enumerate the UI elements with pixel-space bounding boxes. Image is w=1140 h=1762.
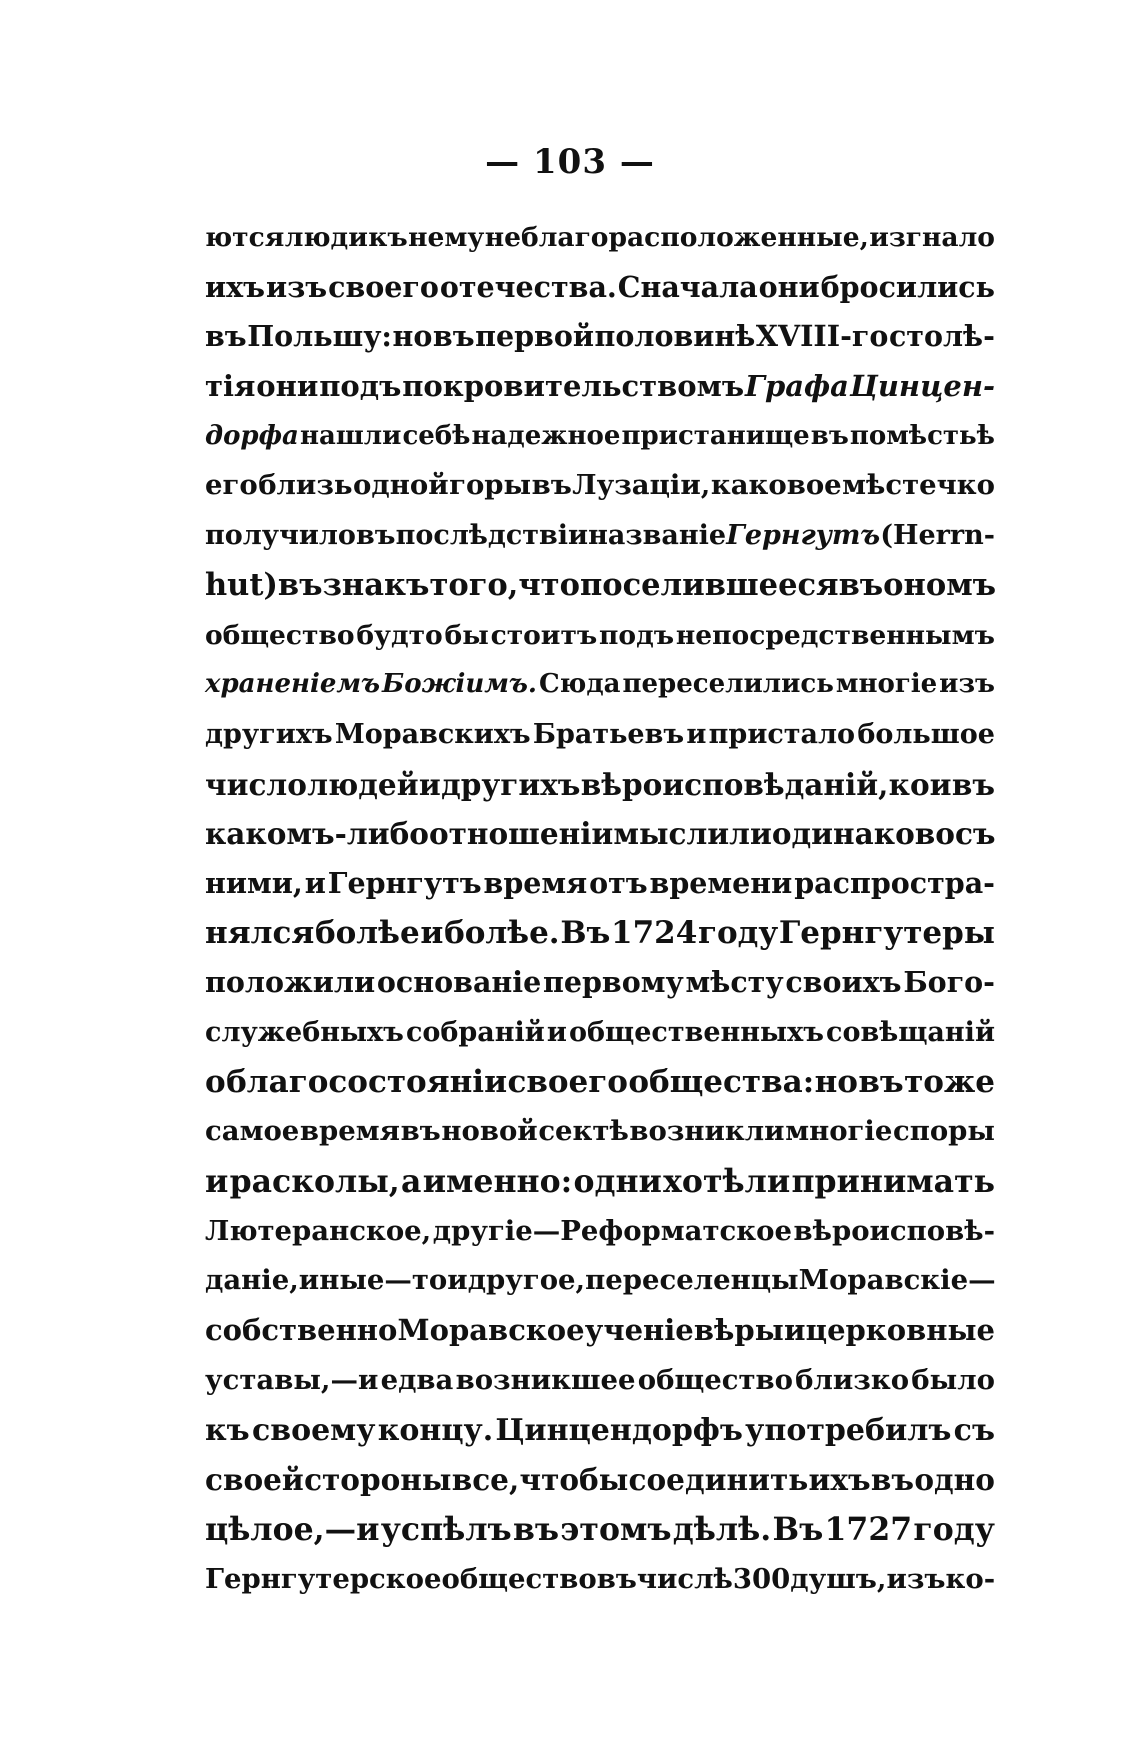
word: совѣщаній [826,1017,995,1048]
text-line [205,710,995,760]
word: распростра- [794,865,995,900]
word: но [814,1063,858,1100]
word: благосостояніи [226,1063,508,1100]
word: принимать [791,1163,995,1201]
word: получило [205,520,356,552]
word: помѣстьѣ [849,420,995,451]
word: успѣлъ [380,1510,512,1548]
word: своему [251,1412,376,1448]
word: поселившееся [579,566,839,603]
word: съ [954,816,996,852]
word: ются [205,222,285,253]
word: и [783,1313,806,1348]
text-line [205,760,995,810]
word: въ [356,520,396,552]
word: споры [892,1115,995,1148]
word: сектѣ [538,1115,629,1148]
text-line [205,561,995,611]
text-line [205,263,995,313]
word: число [205,766,307,802]
word: XVIII-го [755,319,889,354]
word: отношеніи [428,816,614,852]
text-line [205,660,995,710]
word: Въ [560,914,611,951]
word: концу. [377,1412,494,1448]
word: изъ [886,1562,946,1595]
word: близь [258,469,353,502]
word: Лютеранское, [205,1214,432,1247]
word: послѣдствіи [395,520,589,552]
word: подъ [599,619,675,651]
word: время [483,865,588,900]
text-line [205,1505,995,1555]
word: подъ [319,369,402,404]
word: нялся [205,914,315,951]
word: въ [400,1115,441,1148]
text-line [205,1256,995,1306]
word: Польшу: [247,319,392,354]
word: столѣ- [888,319,995,354]
word: пристало [708,718,856,750]
word: Цинцендорфъ [495,1412,743,1448]
text-line [205,461,995,511]
text-line [205,1455,995,1505]
word: цѣлое,—и [205,1510,380,1548]
word: тія [205,369,256,404]
word: неблагорасположенные, [484,222,869,253]
word: числѣ [636,1562,733,1595]
word: къ [205,1412,250,1448]
word: хотѣли [663,1163,791,1201]
word: стороны [304,1462,452,1498]
word: пристанище [621,420,810,451]
word: hut) [205,566,278,603]
word: именно: [422,1163,573,1201]
word: своего [507,1063,628,1100]
word: мыслили [613,816,772,852]
word: общества: [628,1063,815,1100]
text-line [205,412,995,462]
word: и [304,865,326,900]
word: въ [596,1562,637,1595]
word: другихъ [205,718,333,750]
word: едва [380,1363,454,1396]
word: въ [432,319,475,354]
word: отечества. [439,269,617,304]
word: что [518,566,580,603]
word: болѣе. [444,914,560,951]
word: покровительствомъ [402,369,745,404]
text-line [205,809,995,859]
word: въ [531,469,572,502]
word: положили [205,965,376,1000]
word: Гернгутъ [327,865,482,900]
word: о [205,1063,226,1100]
word: большое [857,718,995,750]
word: и [546,1017,567,1048]
body-text [205,213,995,1604]
word: уставы,—и [205,1363,379,1396]
word: одинаково [771,816,955,852]
word: Братьевъ [532,718,685,750]
word: соединить [628,1462,809,1498]
text-line [205,511,995,561]
word: какомъ-либо [205,816,429,852]
word: бы [444,619,489,651]
italic-word: Графа [744,369,849,404]
word: отъ [589,865,648,900]
word: вѣроисповѣданій, [580,766,889,802]
word: и [447,1264,468,1297]
text-line [205,1555,995,1605]
word: общество [637,1363,793,1396]
word: его [205,469,258,502]
word: общество [441,1562,597,1595]
text-line [205,1107,995,1157]
word: изъ [939,669,995,700]
word: расколы, [229,1163,400,1201]
text-line [205,1207,995,1257]
word: стоитъ [490,619,598,651]
word: половинѣ [594,319,756,354]
word: своихъ [785,965,902,1000]
word: но [392,319,433,354]
text-line [205,362,995,412]
word: своей [205,1462,304,1498]
word: въ [951,766,995,802]
word: (Herrn- [880,520,995,552]
word: и [418,766,441,802]
text-line [205,312,995,362]
word: 1724 [611,914,698,951]
word: дѣлѣ. [672,1510,772,1548]
word: непосредственнымъ [675,619,995,651]
word: году [697,914,779,951]
word: одной [353,469,449,502]
word: другіе—Реформатское [432,1214,792,1247]
italic-word: храненіемъ [205,669,381,700]
word: бросились [820,269,995,304]
word: болѣе [314,914,420,951]
word: надежное [471,420,621,451]
word: все, [451,1462,520,1498]
word: вѣроисповѣ- [793,1214,995,1247]
word: въономъ [838,566,997,603]
text-line [205,213,995,263]
word: собраній [405,1017,545,1048]
word: нашли [299,420,402,451]
word: въ [870,1462,915,1498]
word: изъ [265,269,328,304]
text-line [205,909,995,959]
italic-word: дорфа [205,420,299,451]
word: люди [284,222,368,253]
word: въ [277,566,323,603]
text-line [205,1058,995,1108]
italic-word: Цинцен- [849,369,995,404]
word: Гернгутеры [778,914,995,951]
word: мѣстечко [842,469,995,502]
word: людей [307,766,419,802]
word: ними, [205,865,303,900]
word: времени [649,865,793,900]
word: въ [858,1063,904,1100]
word: Лузаціи, [572,469,711,502]
page-number: — 103 — [485,142,655,182]
word: каковое [710,469,842,502]
word: ученіе [584,1313,694,1348]
word: общество [205,619,355,651]
word: названіе [588,520,727,552]
word: возникшее [455,1363,636,1396]
word: основаніе [376,965,542,1000]
word: кои [888,766,952,802]
text-line [205,958,995,1008]
word: и [205,1163,229,1201]
word: этомъ [560,1510,672,1548]
word: Бого- [903,965,995,1000]
word: того, [429,566,519,603]
word: къ [368,222,408,253]
word: своего [328,269,439,304]
word: 300 [732,1562,791,1595]
word: другихъ [441,766,581,802]
word: ихъ [205,269,265,304]
word: служебныхъ [205,1017,404,1048]
word: даніе, [205,1264,299,1297]
word: будто [356,619,443,651]
word: ко- [945,1562,996,1595]
text-line [205,1306,995,1356]
word: въ [205,319,247,354]
word: горы [449,469,532,502]
word: Гернгутерское [205,1562,442,1595]
word: въ [810,420,849,451]
word: многіе [785,1115,893,1148]
word: собственно [205,1313,398,1348]
word: общественныхъ [569,1017,824,1048]
word: возникли [629,1115,785,1148]
italic-word: Гернгутъ [726,520,881,552]
word: вѣры [693,1313,784,1348]
text-line [205,1406,995,1456]
word: изгнало [869,222,995,253]
word: Моравское [397,1313,585,1348]
word: близко [795,1363,910,1396]
word: церковные [805,1313,995,1348]
text-line [205,859,995,909]
word: переселенцы [585,1264,799,1297]
word: Въ [772,1510,824,1548]
text-line [205,1008,995,1058]
word: иные—то [298,1264,448,1297]
word: Моравскихъ [334,718,531,750]
word: а [401,1163,422,1201]
word: новой [441,1115,538,1148]
word: первой [475,319,594,354]
word: чтобы [519,1462,629,1498]
word: многіе [835,669,938,700]
word: 1727 [824,1510,913,1548]
word: одно [914,1462,995,1498]
word: переселились [622,669,834,700]
word: употребилъ [745,1412,952,1448]
text-line [205,1157,995,1207]
word: одни [573,1163,662,1201]
word: и [686,718,707,750]
word: Моравскіе— [798,1264,996,1297]
word: самое [205,1115,300,1148]
word: ихъ [808,1462,871,1498]
word: мѣсту [685,965,784,1000]
text-line [205,1356,995,1406]
word: они [758,269,820,304]
word: время [299,1115,400,1148]
word: нему [408,222,485,253]
word: тоже [904,1063,995,1100]
italic-word: Божіимъ. [382,669,537,700]
word: Сюда [538,669,621,700]
word: первому [543,965,684,1000]
word: съ [953,1412,995,1448]
text-line [205,611,995,661]
word: было [911,1363,995,1396]
word: они [256,369,319,404]
word: Сначала [617,269,758,304]
word: себѣ [402,420,471,451]
word: и [420,914,444,951]
word: душъ, [790,1562,887,1595]
word: году [913,1510,995,1548]
word: знакъ [322,566,430,603]
word: въ [512,1510,559,1548]
word: другое, [467,1264,586,1297]
